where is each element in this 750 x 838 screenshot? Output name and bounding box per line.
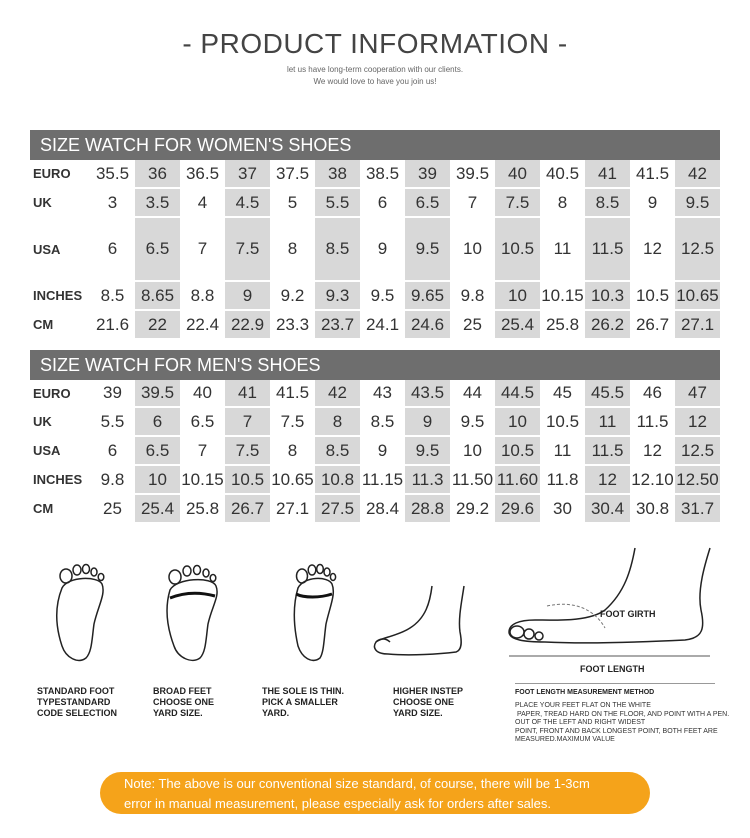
size-cell: 11.8 xyxy=(540,466,585,495)
size-cell: 45.5 xyxy=(585,380,630,408)
size-cell: 8 xyxy=(270,218,315,282)
size-cell: 9.5 xyxy=(360,282,405,311)
standard-foot-icon xyxy=(48,558,112,666)
women-size-table xyxy=(30,160,720,340)
size-cell: 30 xyxy=(540,495,585,524)
size-cell: 9 xyxy=(225,282,270,311)
size-cell: 7.5 xyxy=(270,408,315,437)
women-row-uk xyxy=(30,189,720,218)
size-cell: 8.5 xyxy=(315,437,360,466)
size-cell: 36 xyxy=(135,160,180,189)
women-row-usa xyxy=(30,218,720,282)
size-cell: 6 xyxy=(360,189,405,218)
men-size-heading: SIZE WATCH FOR MEN'S SHOES xyxy=(30,350,720,380)
size-cell: 11.15 xyxy=(360,466,405,495)
size-cell: 5.5 xyxy=(315,189,360,218)
men-row-inches xyxy=(30,466,720,495)
size-cell: 38 xyxy=(315,160,360,189)
men-row-cm xyxy=(30,495,720,524)
size-cell: 29.6 xyxy=(495,495,540,524)
thin-sole-caption: THE SOLE IS THIN. PICK A SMALLER YARD. xyxy=(262,686,345,718)
size-cell: 11.5 xyxy=(630,408,675,437)
note-line-2: error in manual measurement, please especially ask for orders after sales. xyxy=(124,796,552,811)
men-size-table xyxy=(30,380,720,524)
size-cell: 8.5 xyxy=(360,408,405,437)
standard-foot-caption: STANDARD FOOT TYPESTANDARD CODE SELECTION xyxy=(37,686,118,718)
size-cell: 28.4 xyxy=(360,495,405,524)
size-cell: 11.50 xyxy=(450,466,495,495)
measurement-method-title: FOOT LENGTH MEASUREMENT METHOD xyxy=(515,689,655,696)
size-cell: 47 xyxy=(675,380,720,408)
size-cell: 8.5 xyxy=(90,282,135,311)
size-cell: 40.5 xyxy=(540,160,585,189)
size-cell: 29.2 xyxy=(450,495,495,524)
size-cell: 9 xyxy=(360,218,405,282)
size-cell: 10 xyxy=(135,466,180,495)
size-cell: 45 xyxy=(540,380,585,408)
size-cell: 25.8 xyxy=(180,495,225,524)
size-cell: 40 xyxy=(495,160,540,189)
men-row-uk xyxy=(30,408,720,437)
size-cell: 25.4 xyxy=(495,311,540,340)
row-label: INCHES xyxy=(30,282,90,311)
size-cell: 6 xyxy=(90,218,135,282)
size-cell: 41.5 xyxy=(270,380,315,408)
size-cell: 11 xyxy=(540,437,585,466)
size-cell: 5.5 xyxy=(90,408,135,437)
size-cell: 8 xyxy=(315,408,360,437)
size-cell: 9 xyxy=(405,408,450,437)
subtitle-line-1: let us have long-term cooperation with our clients. xyxy=(286,65,464,74)
size-cell: 9.5 xyxy=(675,189,720,218)
foot-girth-label: FOOT GIRTH xyxy=(600,609,656,619)
women-size-heading: SIZE WATCH FOR WOMEN'S SHOES xyxy=(30,130,720,160)
size-cell: 22 xyxy=(135,311,180,340)
size-cell: 12.5 xyxy=(675,437,720,466)
size-cell: 9.8 xyxy=(450,282,495,311)
size-cell: 28.8 xyxy=(405,495,450,524)
size-cell: 42 xyxy=(315,380,360,408)
size-cell: 6.5 xyxy=(405,189,450,218)
size-cell: 9.5 xyxy=(405,437,450,466)
size-cell: 41 xyxy=(225,380,270,408)
size-cell: 23.3 xyxy=(270,311,315,340)
size-cell: 12 xyxy=(675,408,720,437)
size-cell: 10.15 xyxy=(540,282,585,311)
men-row-euro xyxy=(30,380,720,408)
foot-measurement-icon xyxy=(505,540,720,665)
size-cell: 8 xyxy=(540,189,585,218)
size-cell: 10.65 xyxy=(675,282,720,311)
size-cell: 10.3 xyxy=(585,282,630,311)
women-row-euro xyxy=(30,160,720,189)
size-cell: 8.5 xyxy=(585,189,630,218)
size-cell: 12.50 xyxy=(675,466,720,495)
row-label: CM xyxy=(30,311,90,340)
size-cell: 10 xyxy=(450,218,495,282)
size-cell: 7.5 xyxy=(225,218,270,282)
size-cell: 6.5 xyxy=(135,437,180,466)
size-cell: 27.1 xyxy=(675,311,720,340)
measurement-method-text: PLACE YOUR FEET FLAT ON THE WHITE PAPER, TREAD HARD ON THE FLOOR, AND POINT WITH A PEN. OUT OF THE LEFT AND RIGHT WIDEST POINT, FRONT AND BACK LONGEST POINT, BOTH FEET ARE MEASURED.MAXIMUM VALUE xyxy=(515,702,730,743)
size-cell: 10.5 xyxy=(630,282,675,311)
size-cell: 31.7 xyxy=(675,495,720,524)
size-cell: 39.5 xyxy=(450,160,495,189)
size-cell: 4.5 xyxy=(225,189,270,218)
size-cell: 12 xyxy=(630,218,675,282)
size-cell: 36.5 xyxy=(180,160,225,189)
size-cell: 8.65 xyxy=(135,282,180,311)
men-row-usa xyxy=(30,437,720,466)
row-label: UK xyxy=(30,408,90,437)
size-cell: 22.9 xyxy=(225,311,270,340)
size-cell: 10.5 xyxy=(225,466,270,495)
size-cell: 9.8 xyxy=(90,466,135,495)
size-cell: 39.5 xyxy=(135,380,180,408)
size-cell: 41.5 xyxy=(630,160,675,189)
size-cell: 10 xyxy=(495,408,540,437)
size-cell: 27.1 xyxy=(270,495,315,524)
size-cell: 30.4 xyxy=(585,495,630,524)
size-cell: 6 xyxy=(135,408,180,437)
size-cell: 10 xyxy=(495,282,540,311)
size-cell: 22.4 xyxy=(180,311,225,340)
size-cell: 11.5 xyxy=(585,437,630,466)
size-cell: 9.5 xyxy=(450,408,495,437)
size-cell: 6.5 xyxy=(135,218,180,282)
size-cell: 11.60 xyxy=(495,466,540,495)
row-label: USA xyxy=(30,437,90,466)
size-cell: 9.65 xyxy=(405,282,450,311)
size-cell: 7.5 xyxy=(495,189,540,218)
size-cell: 10.15 xyxy=(180,466,225,495)
size-cell: 27.5 xyxy=(315,495,360,524)
size-cell: 11 xyxy=(585,408,630,437)
size-cell: 6.5 xyxy=(180,408,225,437)
size-cell: 25 xyxy=(90,495,135,524)
size-cell: 6 xyxy=(90,437,135,466)
size-cell: 10.5 xyxy=(540,408,585,437)
size-cell: 43 xyxy=(360,380,405,408)
size-cell: 9.2 xyxy=(270,282,315,311)
size-cell: 7 xyxy=(225,408,270,437)
broad-feet-caption: BROAD FEET CHOOSE ONE YARD SIZE. xyxy=(153,686,215,718)
size-cell: 12 xyxy=(585,466,630,495)
size-cell: 44.5 xyxy=(495,380,540,408)
size-cell: 12 xyxy=(630,437,675,466)
size-cell: 9.3 xyxy=(315,282,360,311)
women-row-inches xyxy=(30,282,720,311)
size-cell: 35.5 xyxy=(90,160,135,189)
size-cell: 25.8 xyxy=(540,311,585,340)
size-cell: 25.4 xyxy=(135,495,180,524)
size-cell: 7.5 xyxy=(225,437,270,466)
foot-length-label: FOOT LENGTH xyxy=(580,664,645,674)
size-cell: 37.5 xyxy=(270,160,315,189)
broad-foot-icon xyxy=(160,558,224,666)
row-label: EURO xyxy=(30,160,90,189)
size-cell: 26.2 xyxy=(585,311,630,340)
size-note-banner xyxy=(100,772,650,814)
size-cell: 25 xyxy=(450,311,495,340)
size-cell: 3.5 xyxy=(135,189,180,218)
size-cell: 12.10 xyxy=(630,466,675,495)
size-cell: 7 xyxy=(450,189,495,218)
size-cell: 9.5 xyxy=(405,218,450,282)
size-cell: 10.8 xyxy=(315,466,360,495)
size-cell: 8.8 xyxy=(180,282,225,311)
subtitle-line-2: We would love to have you join us! xyxy=(313,77,437,86)
women-row-cm xyxy=(30,311,720,340)
size-cell: 26.7 xyxy=(225,495,270,524)
page-header xyxy=(0,28,750,88)
size-cell: 8.5 xyxy=(315,218,360,282)
size-cell: 10.5 xyxy=(495,218,540,282)
size-cell: 40 xyxy=(180,380,225,408)
row-label: UK xyxy=(30,189,90,218)
size-cell: 4 xyxy=(180,189,225,218)
size-cell: 24.1 xyxy=(360,311,405,340)
size-cell: 7 xyxy=(180,218,225,282)
header-subtitle xyxy=(0,64,750,88)
size-cell: 5 xyxy=(270,189,315,218)
size-cell: 12.5 xyxy=(675,218,720,282)
page-title: - PRODUCT INFORMATION - xyxy=(182,28,568,59)
size-cell: 38.5 xyxy=(360,160,405,189)
size-cell: 21.6 xyxy=(90,311,135,340)
size-cell: 24.6 xyxy=(405,311,450,340)
high-instep-foot-icon xyxy=(370,582,470,662)
size-cell: 39 xyxy=(405,160,450,189)
size-cell: 39 xyxy=(90,380,135,408)
size-cell: 41 xyxy=(585,160,630,189)
size-cell: 10.5 xyxy=(495,437,540,466)
size-cell: 7 xyxy=(180,437,225,466)
size-cell: 43.5 xyxy=(405,380,450,408)
size-cell: 11 xyxy=(540,218,585,282)
size-cell: 10 xyxy=(450,437,495,466)
note-line-1: Note: The above is our conventional size standard, of course, there will be 1-3cm xyxy=(124,776,590,791)
thin-sole-foot-icon xyxy=(282,558,346,666)
size-cell: 30.8 xyxy=(630,495,675,524)
row-label: USA xyxy=(30,218,90,282)
size-cell: 3 xyxy=(90,189,135,218)
method-divider xyxy=(515,683,715,684)
size-cell: 11.3 xyxy=(405,466,450,495)
row-label: EURO xyxy=(30,380,90,408)
size-cell: 46 xyxy=(630,380,675,408)
size-cell: 8 xyxy=(270,437,315,466)
size-cell: 9 xyxy=(630,189,675,218)
size-cell: 44 xyxy=(450,380,495,408)
size-cell: 23.7 xyxy=(315,311,360,340)
size-cell: 42 xyxy=(675,160,720,189)
size-cell: 26.7 xyxy=(630,311,675,340)
row-label: INCHES xyxy=(30,466,90,495)
size-cell: 37 xyxy=(225,160,270,189)
row-label: CM xyxy=(30,495,90,524)
size-cell: 9 xyxy=(360,437,405,466)
size-cell: 10.65 xyxy=(270,466,315,495)
higher-instep-caption: HIGHER INSTEP CHOOSE ONE YARD SIZE. xyxy=(393,686,464,718)
size-cell: 11.5 xyxy=(585,218,630,282)
